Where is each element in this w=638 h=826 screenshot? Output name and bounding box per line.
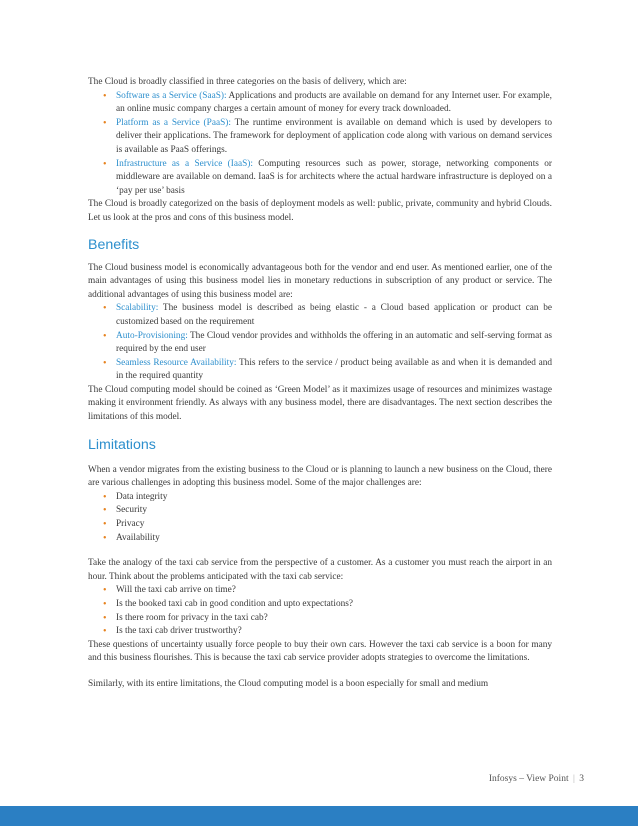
bullet-icon: • (103, 585, 107, 597)
list-item (88, 117, 552, 158)
list-item-term: Seamless Resource Availability: (116, 357, 237, 368)
bullet-icon: • (103, 90, 107, 102)
list-item-text: Data integrity (116, 491, 168, 502)
paragraph-spacer (88, 666, 552, 678)
section-heading-benefits: Benefits (88, 236, 140, 253)
list-item (88, 598, 552, 612)
list-item (88, 158, 552, 199)
footer-separator: | (572, 774, 575, 784)
delivery-list (88, 90, 552, 199)
list-item-text: The Cloud vendor provides and withholds the offering in an automatic and self-serving format as required by the end user (116, 330, 552, 355)
closing-paragraph: Similarly, with its entire limitations, the Cloud computing model is a boon especially for small and medium (88, 678, 489, 689)
list-item (88, 302, 552, 329)
bullet-icon: • (103, 117, 107, 129)
list-item-text: Availability (116, 532, 160, 543)
list-item-text: Security (116, 505, 147, 516)
list-item (88, 357, 552, 384)
benefits-intro: The Cloud business model is economically advantageous both for the vendor and end user. As mentioned earlier, one of the main advantages of using this business model lies in monetary reductions in subscription of any product or service. The additional advantages of using this business model are: (88, 262, 552, 300)
page-footer (489, 774, 584, 784)
taxi-outro: These questions of uncertainty usually force people to buy their own cars. However the taxi cab service is a boon for many and this business flourishes. This is because the taxi cab service provider adopts strategies to overcome the limitations. (88, 639, 552, 664)
list-item-text: Is there room for privacy in the taxi cab? (116, 612, 268, 623)
document-body (88, 76, 552, 692)
list-item-term: Platform as a Service (PaaS): (116, 117, 231, 128)
bullet-icon: • (103, 599, 107, 610)
list-item-text: Is the booked taxi cab in good condition and upto expectations? (116, 599, 354, 609)
bullet-icon: • (103, 626, 107, 638)
list-item-text: The runtime environment is available on demand which is used by developers to deliver their applications. The framework for deployment of application code along with various on demand services is available as PaaS offerings. (116, 117, 552, 155)
list-item (88, 330, 552, 357)
list-item-text: The business model is described as being elastic - a Cloud based application or product can be customized based on the requirement (116, 303, 552, 327)
list-item (88, 625, 552, 639)
list-item-term: Infrastructure as a Service (IaaS): (116, 158, 253, 169)
section-heading-limitations: Limitations (88, 436, 156, 453)
page-number: 3 (579, 774, 584, 784)
list-item-text: Computing resources such as power, storage, networking components or middleware are available on demand. IaaS is for architects where the actual hardware infrastructure is deployed on a ‘pay per use’ basis (116, 158, 552, 196)
delivery-intro: The Cloud is broadly classified in three categories on the basis of delivery, which are: (88, 77, 407, 87)
list-item-term: Software as a Service (SaaS): (116, 90, 227, 101)
bullet-icon: • (103, 303, 107, 315)
bullet-icon: • (103, 532, 107, 544)
taxi-intro: Take the analogy of the taxi cab service from the perspective of a customer. As a customer you must reach the airport in an hour. Think about the problems anticipated with the taxi cab service: (88, 558, 552, 582)
bullet-icon: • (103, 519, 107, 531)
list-item-term: Auto-Provisioning: (116, 330, 188, 341)
challenges-list (88, 491, 552, 545)
list-item-text: This refers to the service / product being available as and when it is demanded and in the required quantity (116, 357, 552, 382)
limitations-intro: When a vendor migrates from the existing business to the Cloud or is planning to launch a new business on the Cloud, there are various challenges in adopting this business model. Some of the major challenges are: (88, 464, 552, 489)
list-item-text: Privacy (116, 519, 145, 530)
bullet-icon: • (103, 158, 107, 170)
list-item-text: Is the taxi cab driver trustworthy? (116, 626, 242, 637)
bullet-icon: • (103, 505, 107, 517)
benefits-list (88, 302, 552, 384)
bullet-icon: • (103, 612, 107, 624)
footer-color-bar (0, 806, 638, 826)
list-item (88, 612, 552, 626)
list-item (88, 504, 552, 518)
taxi-questions-list (88, 584, 552, 638)
bullet-icon: • (103, 491, 107, 503)
list-item (88, 491, 552, 505)
bullet-icon: • (103, 330, 107, 342)
list-item-text: Applications and products are available on demand for any Internet user. For example, an online music company charges a certain amount of money for every track downloaded. (116, 90, 552, 115)
list-item (88, 90, 552, 117)
list-item (88, 584, 552, 598)
list-item (88, 518, 552, 532)
delivery-outro: The Cloud is broadly categorized on the basis of deployment models as well: public, private, community and hybrid Clouds. Let us look at the pros and cons of this business model. (88, 199, 552, 223)
benefits-outro: The Cloud computing model should be coined as ‘Green Model’ as it maximizes usage of resources and minimizes wastage making it environment friendly. As always with any business model, there are disadvantages. The next section describes the limitations of this model. (88, 384, 552, 423)
list-item-text: Will the taxi cab arrive on time? (116, 585, 236, 596)
footer-publication: Infosys – View Point (488, 774, 569, 784)
list-item-term: Scalability: (116, 303, 159, 314)
bullet-icon: • (103, 357, 107, 369)
list-item (88, 532, 552, 546)
paragraph-spacer (88, 545, 552, 557)
